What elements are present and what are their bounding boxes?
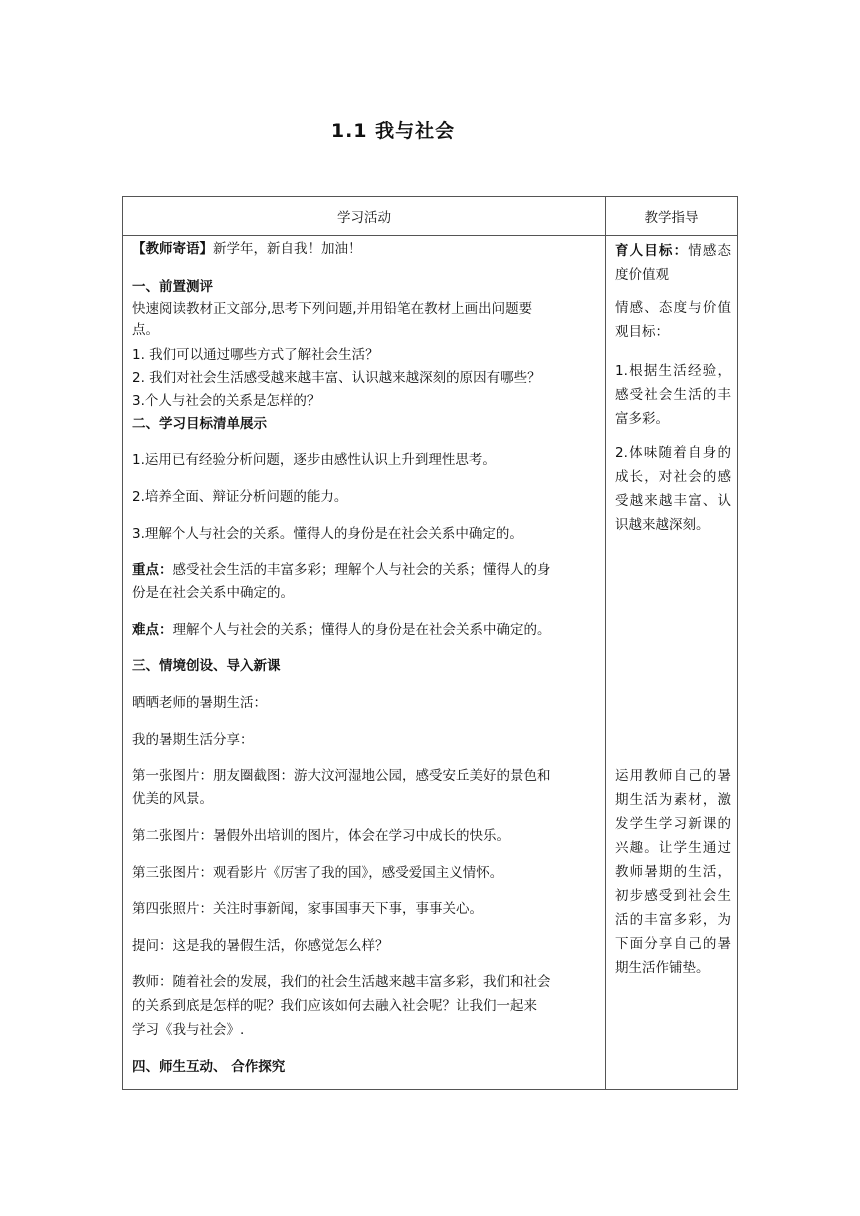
page-title: 1.1 我与社会 [330, 120, 456, 142]
teacher-line3: 学习《我与社会》. [132, 1022, 245, 1038]
goal-1: 1.运用已有经验分析问题，逐步由感性认识上升到理性思考。 [132, 452, 496, 468]
lesson-table [122, 196, 738, 1090]
section1-intro-line2: 点。 [132, 322, 159, 338]
picture3: 第三张图片：观看影片《厉害了我的国》，感受爱国主义情怀。 [132, 865, 504, 881]
picture4: 第四张照片：关注时事新闻，家事国事天下事，事事关心。 [132, 901, 483, 917]
teacher-message-text: 新学年，新自我！加油！ [213, 241, 362, 257]
difficulty-line [132, 620, 597, 641]
goal-3: 3.理解个人与社会的关系。懂得人的身份是在社会关系中确定的。 [132, 526, 523, 542]
question-2: 2. 我们对社会生活感受越来越丰富、认识越来越深刻的原因有哪些？ [132, 370, 541, 386]
guide-note: 运用教师自己的暑期生活为素材，激发学生学习新课的兴趣。让学生通过教师暑期的生活，初步感受到社会生活的丰富多彩，为下面分享自己的暑期生活作铺垫。 [614, 768, 731, 976]
header-guide: 教学指导 [605, 197, 737, 236]
guide-cell [605, 236, 737, 1090]
section4-title: 四、师生互动、 合作探究 [132, 1059, 286, 1075]
teacher-message [132, 239, 597, 260]
teacher-message-label: 【教师寄语】 [132, 241, 213, 257]
key-point-line2: 份是在社会关系中确定的。 [132, 585, 294, 601]
guide-item-2: 2.体味随着自身的成长，对社会的感受越来越丰富、认识越来越深刻。 [614, 445, 731, 533]
key-point-text: 感受社会生活的丰富多彩；理解个人与社会的关系；懂得人的身 [172, 562, 551, 578]
guide-goal [615, 239, 731, 287]
guide-item-1: 1.根据生活经验，感受社会生活的丰富多彩。 [614, 363, 731, 427]
guide-goal-label: 育人目标： [614, 243, 689, 259]
goal-2: 2.培养全面、辩证分析问题的能力。 [132, 489, 348, 505]
guide-goal-text: 情感态度价值观 [614, 243, 732, 283]
key-point-line1 [132, 560, 597, 581]
question-prompt: 提问：这是我的暑假生活，你感觉怎么样？ [132, 938, 389, 954]
guide-subtitle: 情感、态度与价值观目标： [614, 300, 731, 340]
teacher-line2: 的关系到底是怎样的呢？我们应该如何去融入社会呢？让我们一起来 [132, 998, 537, 1014]
section2-title: 二、学习目标清单展示 [132, 416, 267, 432]
key-point-label: 重点： [132, 562, 173, 578]
activity-cell [123, 236, 606, 1090]
picture2: 第二张图片：暑假外出培训的图片，体会在学习中成长的快乐。 [132, 828, 510, 844]
teacher-line1: 教师：随着社会的发展，我们的社会生活越来越丰富多彩，我们和社会 [132, 974, 551, 990]
difficulty-text: 理解个人与社会的关系；懂得人的身份是在社会关系中确定的。 [172, 622, 551, 638]
picture1-line2: 优美的风景。 [132, 791, 213, 807]
question-3: 3.个人与社会的关系是怎样的？ [132, 393, 321, 409]
section3-line1: 晒晒老师的暑期生活： [132, 695, 267, 711]
header-activity: 学习活动 [123, 197, 606, 236]
difficulty-label: 难点： [132, 622, 173, 638]
question-1: 1. 我们可以通过哪些方式了解社会生活？ [132, 347, 379, 363]
section3-line2: 我的暑期生活分享： [132, 732, 254, 748]
section3-title: 三、情境创设、导入新课 [132, 658, 281, 674]
section1-title: 一、前置测评 [132, 279, 213, 295]
section1-intro-line1: 快速阅读教材正文部分,思考下列问题,并用铅笔在教材上画出问题要 [132, 301, 533, 317]
picture1-line1: 第一张图片：朋友圈截图：游大汶河湿地公园，感受安丘美好的景色和 [132, 768, 551, 784]
